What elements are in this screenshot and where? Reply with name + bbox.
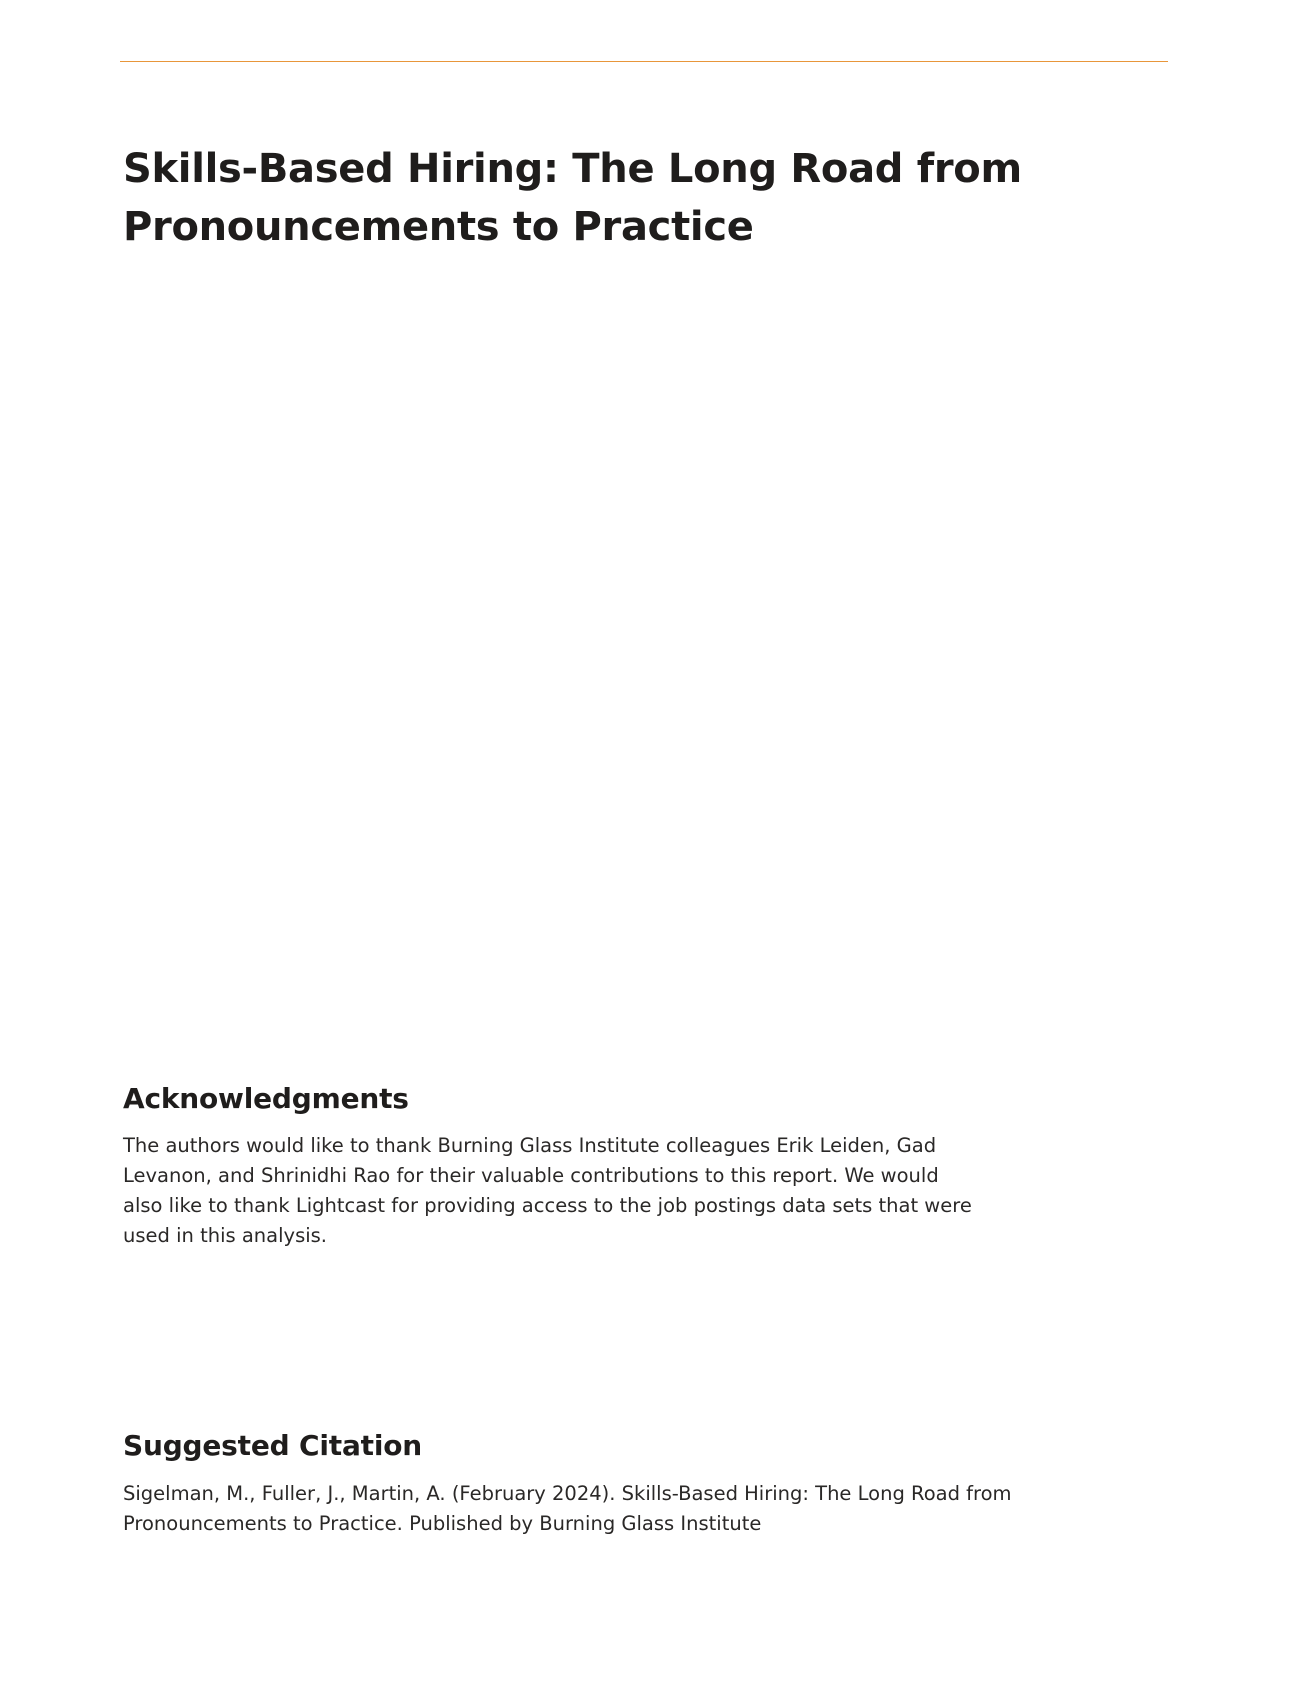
acknowledgments-heading: Acknowledgments [123,1082,409,1115]
acknowledgments-text: The authors would like to thank Burning Glass Institute colleagues Erik Leiden, Gad Levanon, and Shrinidhi Rao for their valuable contributions to this report. We would also like to thank Lightcast for providing access to the job postings data sets that were used in this analysis. [123,1134,972,1247]
header-divider [120,61,1168,62]
suggested-citation-heading: Suggested Citation [123,1429,422,1462]
document-title: Skills-Based Hiring: The Long Road from Pronouncements to Practice [123,146,1022,250]
suggested-citation-text: Sigelman, M., Fuller, J., Martin, A. (February 2024). Skills-Based Hiring: The Long Road from Pronouncements to Practice. Published by Burning Glass Institute [123,1482,1012,1535]
